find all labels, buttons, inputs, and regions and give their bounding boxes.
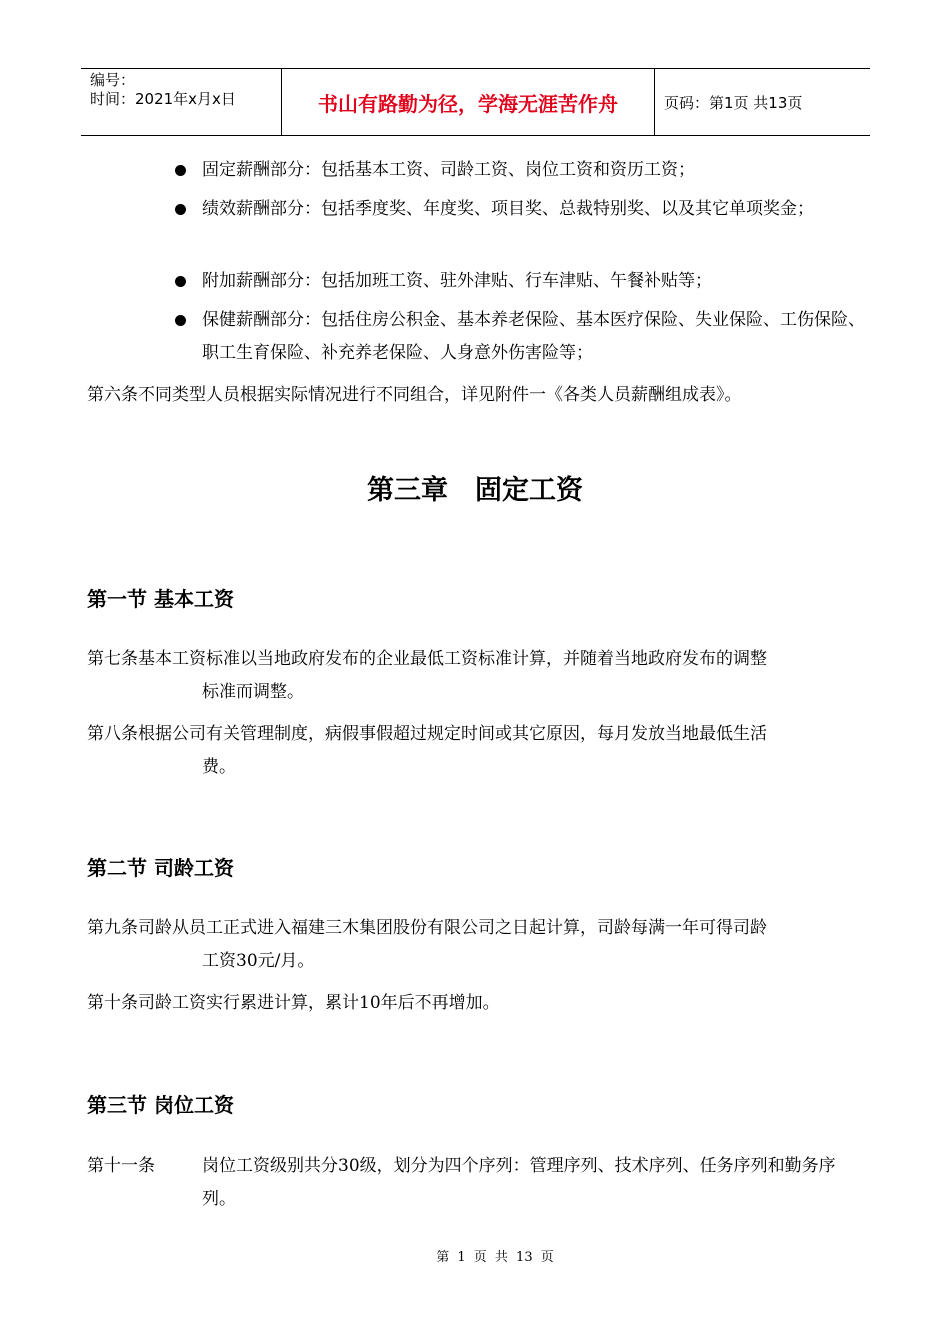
article-6: 第六条不同类型人员根据实际情况进行不同组合，详见附件一《各类人员薪酬组成表》。 bbox=[87, 385, 742, 405]
number-label: 编号： bbox=[90, 71, 136, 89]
article-8 bbox=[87, 718, 869, 784]
article-11-body: 岗位工资级别共分30级，划分为四个序列：管理序列、技术序列、任务序列和勤务序列。 bbox=[202, 1156, 836, 1209]
article-8-line-1: 第八条根据公司有关管理制度，病假事假超过规定时间或其它原因，每月发放当地最低生活 bbox=[87, 724, 767, 744]
page-footer: 第 1 页 共 13 页 bbox=[436, 1250, 554, 1265]
article-10: 第十条司龄工资实行累进计算，累计10年后不再增加。 bbox=[87, 993, 500, 1013]
bullet-text: 保健薪酬部分：包括住房公积金、基本养老保险、基本医疗保险、失业保险、工伤保险、职工生育保险、补充养老保险、人身意外伤害险等； bbox=[202, 310, 865, 363]
article-9-line-1: 第九条司龄从员工正式进入福建三木集团股份有限公司之日起计算，司龄每满一年可得司龄 bbox=[87, 918, 767, 938]
bullet-dot-icon bbox=[175, 315, 186, 326]
section-title-position-pay: 第三节 岗位工资 bbox=[87, 1093, 234, 1117]
article-7-line-1: 第七条基本工资标准以当地政府发布的企业最低工资标准计算，并随着当地政府发布的调整 bbox=[87, 649, 767, 669]
bullet-text: 附加薪酬部分：包括加班工资、驻外津贴、行车津贴、午餐补贴等； bbox=[202, 271, 712, 291]
article-9 bbox=[87, 912, 869, 978]
section-title-basic-salary: 第一节 基本工资 bbox=[87, 587, 234, 611]
article-7 bbox=[87, 643, 869, 709]
header-page-info: 页码：第1页 共13页 bbox=[664, 93, 803, 112]
bullet-dot-icon bbox=[175, 204, 186, 215]
bullet-dot-icon bbox=[175, 276, 186, 287]
header-motto: 书山有路勤为径，学海无涯苦作舟 bbox=[282, 69, 655, 135]
bullet-dot-icon bbox=[175, 165, 186, 176]
article-11-number: 第十一条 bbox=[87, 1156, 155, 1176]
time-label: 时间：2021年x月x日 bbox=[90, 90, 236, 108]
section-title-seniority-pay: 第二节 司龄工资 bbox=[87, 856, 234, 880]
article-8-line-2: 费。 bbox=[202, 757, 236, 777]
article-9-line-2: 工资30元/月。 bbox=[202, 951, 315, 971]
chapter-title: 第三章 固定工资 bbox=[367, 475, 583, 506]
page-header bbox=[81, 68, 870, 136]
article-7-line-2: 标准而调整。 bbox=[202, 682, 304, 702]
bullet-text: 固定薪酬部分：包括基本工资、司龄工资、岗位工资和资历工资； bbox=[202, 160, 695, 180]
bullet-text: 绩效薪酬部分：包括季度奖、年度奖、项目奖、总裁特别奖、以及其它单项奖金； bbox=[202, 199, 814, 219]
header-meta-cell bbox=[81, 69, 282, 135]
